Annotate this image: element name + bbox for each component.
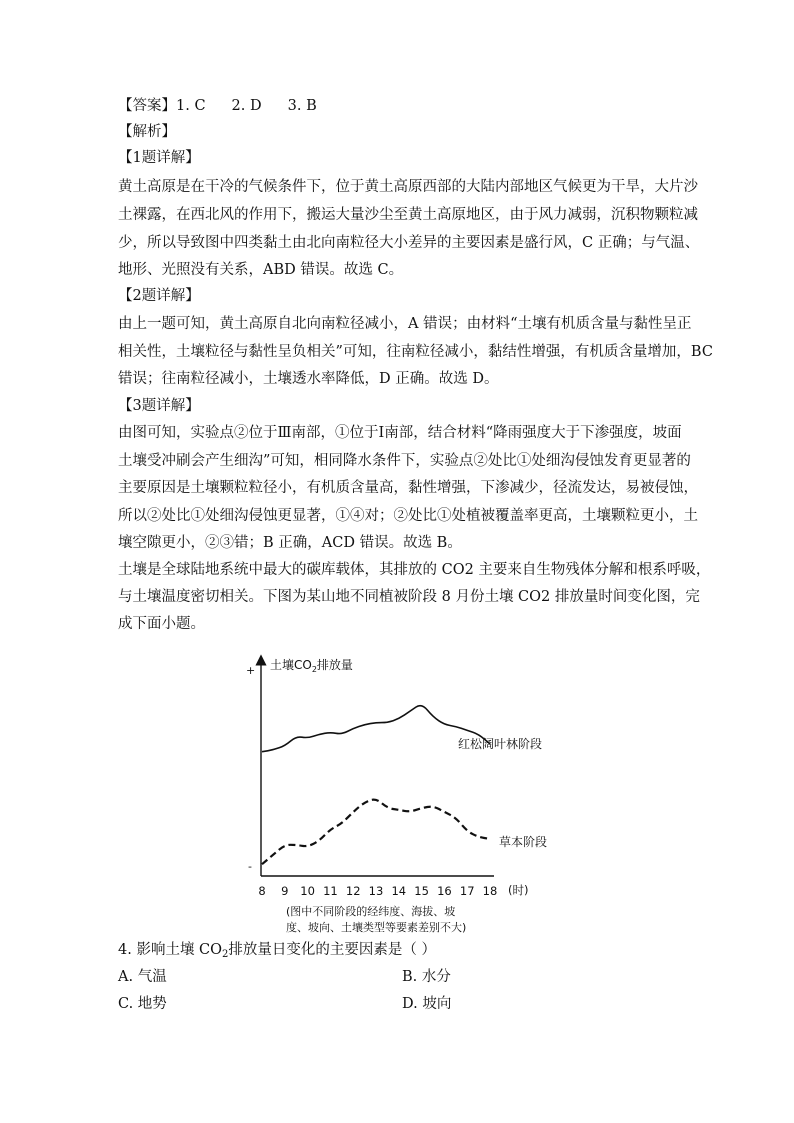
series-line-forest xyxy=(262,706,490,752)
x-tick-label: 14 xyxy=(391,884,407,898)
co2-emission-chart xyxy=(238,652,568,942)
q2-label: 【2题详解】 xyxy=(118,288,200,304)
x-tick-label: 8 xyxy=(258,884,266,898)
q3-line: 由图可知，实验点②位于Ⅲ南部，①位于Ⅰ南部，结合材料“降雨强度大于下渗强度，坡面 xyxy=(118,425,682,441)
x-tick-label: 13 xyxy=(368,884,384,898)
y-minus-mark: - xyxy=(248,860,252,873)
option-letter: D. xyxy=(402,996,418,1012)
intro-line: 成下面小题。 xyxy=(118,616,205,632)
x-tick-label: 15 xyxy=(414,884,429,898)
answer-line xyxy=(118,96,317,116)
answer-label: 【答案】 xyxy=(118,98,176,114)
answer-1: 1. C xyxy=(176,98,206,114)
q3-line: 主要原因是土壤颗粒粒径小，有机质含量高，黏性增强，下渗减少，径流发达，易被侵蚀， xyxy=(118,480,698,496)
x-tick-label: 10 xyxy=(300,884,315,898)
answer-2: 2. D xyxy=(231,98,262,114)
q2-line: 由上一题可知，黄土高原自北向南粒径减小，A 错误；由材料“土壤有机质含量与黏性呈正 xyxy=(118,316,692,332)
analysis-label: 【解析】 xyxy=(118,124,176,140)
series-lines xyxy=(262,706,547,865)
note-line: 度、坡向、土壤类型等要素差别不大) xyxy=(286,921,467,934)
q1-line: 黄土高原是在干冷的气候条件下，位于黄土高原西部的大陆内部地区气候更为干旱，大片沙 xyxy=(118,179,698,195)
x-tick-label: 12 xyxy=(345,884,361,898)
q3-line: 所以②处比①处细沟侵蚀更显著，①④对；②处比①处植被覆盖率更高，土壤颗粒更小，土 xyxy=(118,508,698,524)
q4-option-b xyxy=(402,967,451,987)
q4-stem-post: 排放量日变化的主要因素是（ ） xyxy=(228,942,437,958)
series-line-herb xyxy=(262,800,490,865)
x-tick-label: 9 xyxy=(281,884,289,898)
option-text: 水分 xyxy=(421,969,451,985)
intro-line: 与土壤温度密切相关。下图为某山地不同植被阶段 8 月份土壤 CO2 排放量时间变化图，完 xyxy=(118,589,700,605)
answer-3: 3. B xyxy=(287,98,317,114)
q3-line: 土壤受冲刷会产生细沟”可知，相同降水条件下，实验点②处比①处细沟侵蚀发育更显著的 xyxy=(118,453,691,469)
q1-line: 少，所以导致图中四类黏土由北向南粒径大小差异的主要因素是盛行风，C 正确；与气温、 xyxy=(118,235,700,251)
q4-option-a xyxy=(118,967,167,987)
chart-svg xyxy=(238,652,568,942)
q4-option-d xyxy=(402,994,451,1014)
q3-label: 【3题详解】 xyxy=(118,398,200,414)
y-axis-label: 土壤$CO_2$排放量 xyxy=(270,658,353,674)
option-text: 坡向 xyxy=(422,996,452,1012)
q4-option-c xyxy=(118,994,167,1014)
y-plus-mark: + xyxy=(246,664,256,677)
intro-line: 土壤是全球陆地系统中最大的碳库载体，其排放的 CO2 主要来自生物残体分解和根系呼吸， xyxy=(118,562,711,578)
x-axis-unit: (时) xyxy=(508,883,529,897)
option-text: 气温 xyxy=(137,969,167,985)
x-tick-label: 11 xyxy=(323,884,338,898)
x-tick-labels xyxy=(258,884,497,898)
option-letter: C. xyxy=(118,996,134,1012)
q1-line: 地形、光照没有关系，ABD 错误。故选 C。 xyxy=(118,262,404,278)
series-label: 红松阔叶林阶段 xyxy=(458,737,543,751)
q3-line: 壤空隙更小，②③错；B 正确，ACD 错误。故选 B。 xyxy=(118,535,462,551)
q1-line: 土裸露，在西北风的作用下，搬运大量沙尘至黄土高原地区，由于风力减弱，沉积物颗粒减 xyxy=(118,207,698,223)
q4-stem-pre: 4. 影响土壤 CO xyxy=(118,942,223,958)
x-tick-label: 18 xyxy=(482,884,498,898)
q2-line: 相关性，土壤粒径与黏性呈负相关”可知，往南粒径减小，黏结性增强，有机质含量增加，BC xyxy=(118,344,713,360)
series-label: 草本阶段 xyxy=(499,835,548,849)
q4-stem xyxy=(118,940,436,965)
x-tick-label: 16 xyxy=(437,884,452,898)
q1-label: 【1题详解】 xyxy=(118,150,200,166)
x-tick-label: 17 xyxy=(459,884,475,898)
option-letter: B. xyxy=(402,969,418,985)
option-text: 地势 xyxy=(137,996,167,1012)
q4-stem-sub: 2 xyxy=(222,949,229,960)
option-letter: A. xyxy=(118,969,134,985)
note-line: (图中不同阶段的经纬度、海拔、坡 xyxy=(286,905,456,918)
q2-line: 错误；往南粒径减小，土壤透水率降低，D 正确。故选 D。 xyxy=(118,371,499,387)
